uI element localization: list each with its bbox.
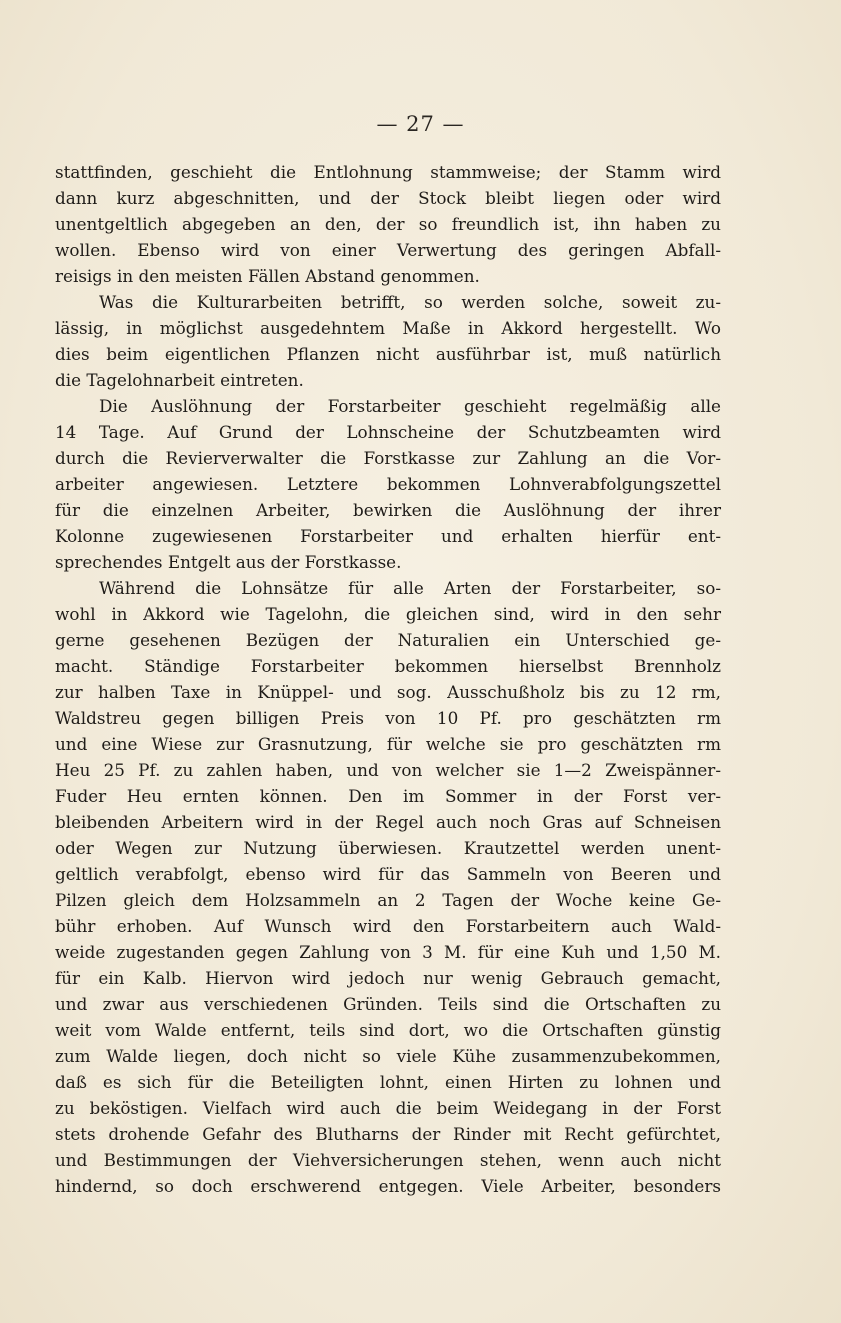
text-line: Kolonne zugewiesenen Forstarbeiter und erhalten hierfür ent- [55,526,721,546]
text-line: macht. Ständige Forstarbeiter bekommen hierselbst Brennholz [55,656,721,676]
text-line: dies beim eigentlichen Pflanzen nicht ausführbar ist, muß natürlich [55,344,721,364]
body-text [55,159,721,1199]
text-line: dann kurz abgeschnitten, und der Stock bleibt liegen oder wird [55,188,721,208]
text-line: Heu 25 Pf. zu zahlen haben, und von welcher sie 1—2 Zweispänner- [55,760,721,780]
text-line: durch die Revierverwalter die Forstkasse zur Zahlung an die Vor- [55,448,721,468]
text-line: arbeiter angewiesen. Letztere bekommen Lohnverabfolgungszettel [55,474,721,494]
text-line: bühr erhoben. Auf Wunsch wird den Forstarbeitern auch Wald- [55,916,721,936]
text-line: zur halben Taxe in Knüppel- und sog. Ausschußholz bis zu 12 rm, [55,682,721,702]
text-line: und zwar aus verschiedenen Gründen. Teils sind die Ortschaften zu [55,994,721,1014]
text-line: lässig, in möglichst ausgedehntem Maße in Akkord hergestellt. Wo [55,318,721,338]
text-line: unentgeltlich abgegeben an den, der so freundlich ist, ihn haben zu [55,214,721,234]
text-line: weit vom Walde entfernt, teils sind dort, wo die Ortschaften günstig [55,1020,721,1040]
text-line: bleibenden Arbeitern wird in der Regel auch noch Gras auf Schneisen [55,812,721,832]
text-line: und eine Wiese zur Grasnutzung, für welche sie pro geschätzten rm [55,734,721,754]
text-line: geltlich verabfolgt, ebenso wird für das Sammeln von Beeren und [55,864,721,884]
text-line: 14 Tage. Auf Grund der Lohnscheine der Schutzbeamten wird [55,422,721,442]
text-line: zum Walde liegen, doch nicht so viele Kühe zusammenzubekommen, [55,1046,721,1066]
text-line: für die einzelnen Arbeiter, bewirken die Auslöhnung der ihrer [55,500,721,520]
text-line: daß es sich für die Beteiligten lohnt, einen Hirten zu lohnen und [55,1072,721,1092]
text-line: stets drohende Gefahr des Blutharns der Rinder mit Recht gefürchtet, [55,1124,721,1144]
text-line: wohl in Akkord wie Tagelohn, die gleichen sind, wird in den sehr [55,604,721,624]
text-line: wollen. Ebenso wird von einer Verwertung des geringen Abfall- [55,240,721,260]
text-line: Die Auslöhnung der Forstarbeiter geschieht regelmäßig alle [99,396,721,416]
text-line: Waldstreu gegen billigen Preis von 10 Pf. pro geschätzten rm [55,708,721,728]
text-line: und Bestimmungen der Viehversicherungen stehen, wenn auch nicht [55,1150,721,1170]
text-line: sprechendes Entgelt aus der Forstkasse. [55,552,402,572]
text-line: Pilzen gleich dem Holzsammeln an 2 Tagen der Woche keine Ge- [55,890,721,910]
text-line: weide zugestanden gegen Zahlung von 3 M. für eine Kuh und 1,50 M. [55,942,721,962]
text-line: gerne gesehenen Bezügen der Naturalien ein Unterschied ge- [55,630,721,650]
text-line: stattfinden, geschieht die Entlohnung stammweise; der Stamm wird [55,162,721,182]
text-line: Was die Kulturarbeiten betrifft, so werden solche, soweit zu- [99,292,721,312]
text-line: reisigs in den meisten Fällen Abstand genommen. [55,266,480,286]
text-line: hindernd, so doch erschwerend entgegen. Viele Arbeiter, besonders [55,1176,721,1196]
text-line: zu beköstigen. Vielfach wird auch die beim Weidegang in der Forst [55,1098,721,1118]
text-line: oder Wegen zur Nutzung überwiesen. Krautzettel werden unent- [55,838,721,858]
text-line: Während die Lohnsätze für alle Arten der Forstarbeiter, so- [99,578,721,598]
page-number: — 27 — [376,112,465,136]
text-line: die Tagelohnarbeit eintreten. [55,370,304,390]
text-line: für ein Kalb. Hiervon wird jedoch nur wenig Gebrauch gemacht, [55,968,721,988]
text-line: Fuder Heu ernten können. Den im Sommer in der Forst ver- [55,786,721,806]
